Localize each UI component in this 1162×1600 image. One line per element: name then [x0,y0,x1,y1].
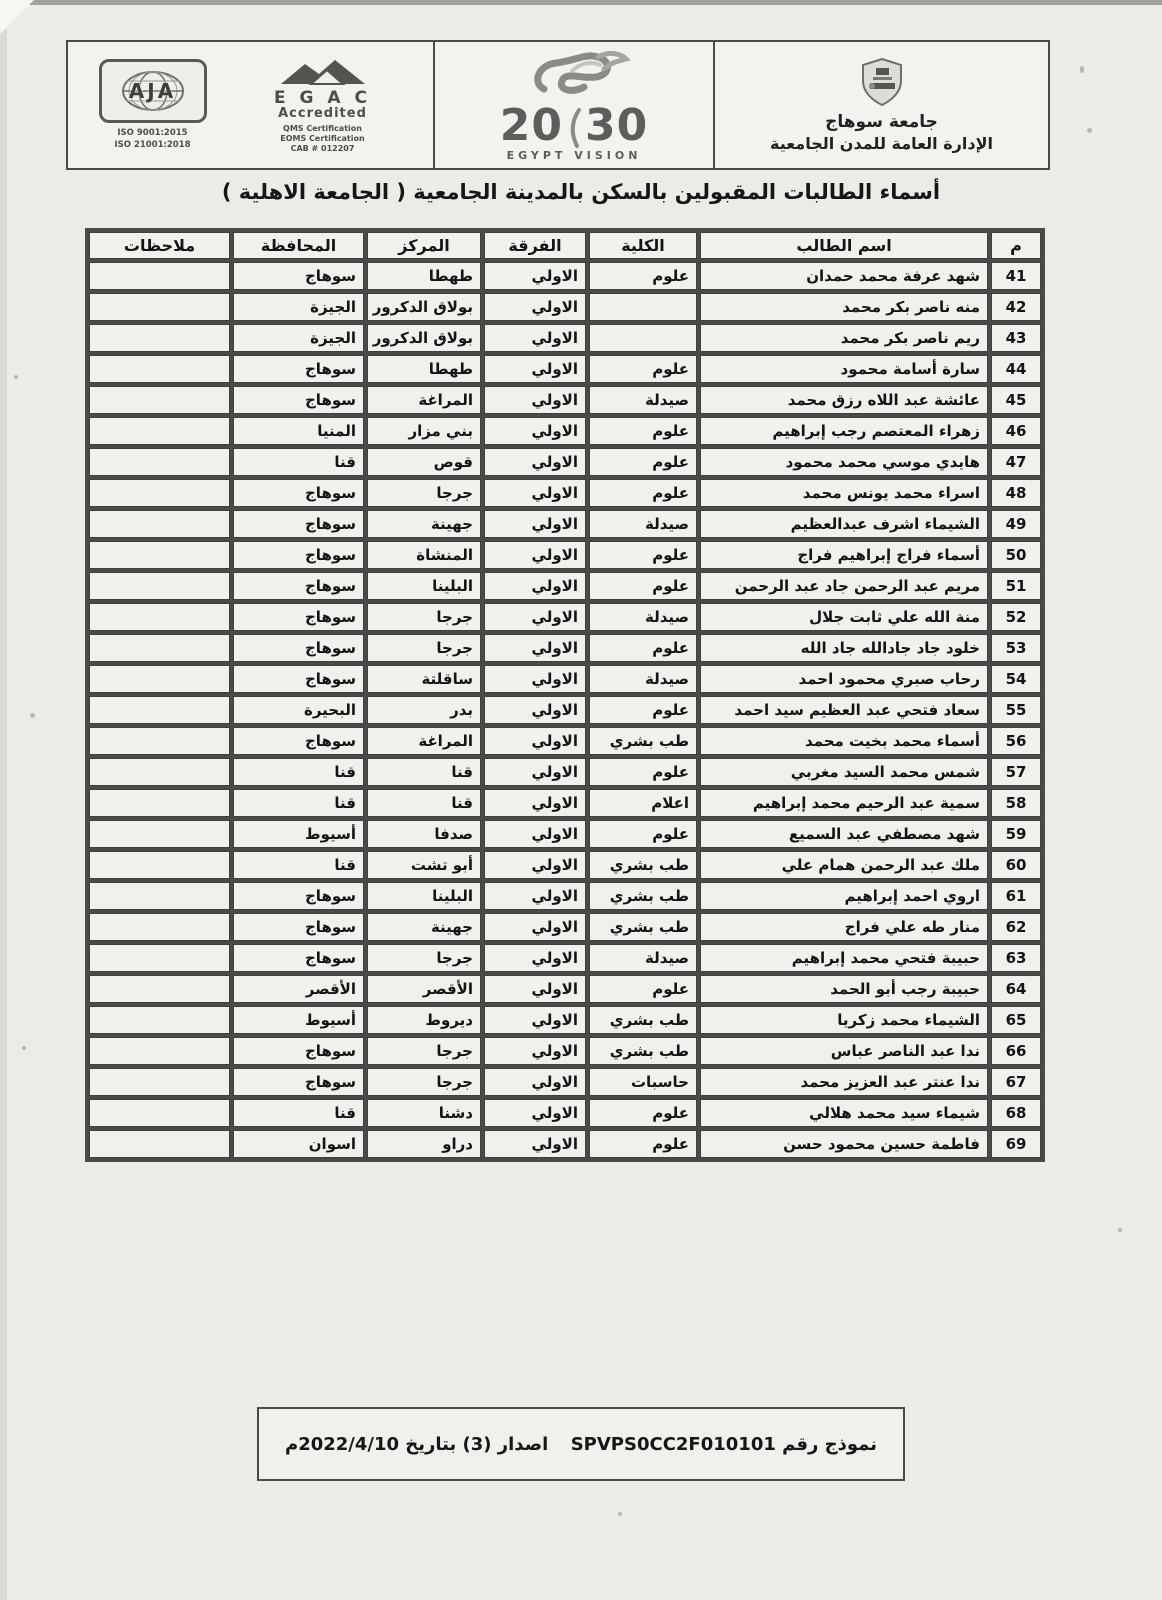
cell-governorate: سوهاج [233,510,364,538]
cell-name: ندا عبد الناصر عباس [700,1037,988,1065]
table-row [89,1130,1041,1158]
cell-governorate: أسيوط [233,1006,364,1034]
university-shield-logo-icon [860,58,904,110]
table-row [89,572,1041,600]
table-row [89,324,1041,352]
scan-speckle [30,713,35,718]
cell-governorate: سوهاج [233,1068,364,1096]
cell-governorate: قنا [233,448,364,476]
table-row [89,262,1041,290]
egac-word: E G A C [274,87,371,108]
scan-speckle [618,1512,622,1516]
cell-grade: الاولي [484,262,586,290]
cell-grade: الاولي [484,1099,586,1127]
cell-governorate: اسوان [233,1130,364,1158]
cell-governorate: سوهاج [233,262,364,290]
cell-no: 68 [991,1099,1041,1127]
cell-center: المراغة [367,727,481,755]
aja-logo [94,59,212,150]
cell-name: سارة أسامة محمود [700,355,988,383]
cell-college [589,293,697,321]
aja-iso-line1: ISO 9001:2015 [117,128,188,139]
cell-name: الشيماء محمد زكريا [700,1006,988,1034]
cell-college: طب بشري [589,1037,697,1065]
cell-college: طب بشري [589,727,697,755]
table-row [89,355,1041,383]
cell-college: علوم [589,541,697,569]
cell-governorate: البحيرة [233,696,364,724]
column-header: المركز [367,232,481,259]
cell-notes [89,355,230,383]
cell-grade: الاولي [484,851,586,879]
cell-grade: الاولي [484,665,586,693]
vision-slash-icon [567,108,581,148]
cell-no: 46 [991,417,1041,445]
vision-ribbon-icon [514,49,634,104]
cell-no: 42 [991,293,1041,321]
cell-college: صيدلة [589,944,697,972]
cell-college: علوم [589,758,697,786]
cell-college: طب بشري [589,851,697,879]
table-row [89,386,1041,414]
cell-grade: الاولي [484,510,586,538]
table-row [89,789,1041,817]
cell-name: منار طه علي فراج [700,913,988,941]
column-header: ملاحظات [89,232,230,259]
cell-center: دشنا [367,1099,481,1127]
cell-no: 67 [991,1068,1041,1096]
cell-governorate: سوهاج [233,355,364,383]
cell-name: اسراء محمد يونس محمد [700,479,988,507]
table-row [89,1006,1041,1034]
cell-notes [89,603,230,631]
table-row [89,510,1041,538]
egac-cert-line1: QMS Certification [283,124,362,134]
cell-center: قنا [367,789,481,817]
students-table-wrap [85,228,1045,1162]
table-row [89,913,1041,941]
cell-college: علوم [589,448,697,476]
cell-governorate: سوهاج [233,882,364,910]
cell-no: 44 [991,355,1041,383]
cell-center: البلينا [367,882,481,910]
cell-grade: الاولي [484,324,586,352]
accreditation-logos-block [68,42,433,168]
cell-grade: الاولي [484,789,586,817]
cell-college: صيدلة [589,665,697,693]
document-header [66,40,1050,170]
cell-center: قوص [367,448,481,476]
cell-grade: الاولي [484,417,586,445]
vision-logo-block [500,49,648,161]
scan-speckle [22,1046,26,1050]
cell-name: حبيبة رجب أبو الحمد [700,975,988,1003]
cell-governorate: قنا [233,758,364,786]
cell-notes [89,510,230,538]
cell-no: 47 [991,448,1041,476]
cell-no: 49 [991,510,1041,538]
aja-word: AJA [128,79,177,104]
table-row [89,696,1041,724]
cell-notes [89,262,230,290]
egypt-vision-2030-logo [433,42,713,168]
cell-name: اروي احمد إبراهيم [700,882,988,910]
cell-grade: الاولي [484,634,586,662]
cell-center: صدفا [367,820,481,848]
scan-edge-left [0,0,7,1600]
cell-name: الشيماء اشرف عبدالعظيم [700,510,988,538]
cell-notes [89,541,230,569]
cell-no: 55 [991,696,1041,724]
cell-governorate: سوهاج [233,913,364,941]
cell-governorate: سوهاج [233,603,364,631]
cell-name: أسماء فراج إبراهيم فراج [700,541,988,569]
cell-governorate: سوهاج [233,727,364,755]
table-row [89,448,1041,476]
scan-speckle [1118,1228,1122,1232]
cell-governorate: سوهاج [233,572,364,600]
cell-name: سعاد فتحي عبد العظيم سيد احمد [700,696,988,724]
cell-no: 41 [991,262,1041,290]
cell-grade: الاولي [484,572,586,600]
table-row [89,603,1041,631]
cell-grade: الاولي [484,944,586,972]
cell-notes [89,572,230,600]
vision-year-right: 30 [585,100,649,151]
egac-accredited: Accredited [278,105,367,121]
egac-cert-line2: EOMS Certification [280,134,365,144]
cell-name: منه ناصر بكر محمد [700,293,988,321]
cell-center: طهطا [367,355,481,383]
cell-grade: الاولي [484,448,586,476]
cell-name: ريم ناصر بكر محمد [700,324,988,352]
cell-center: جرجا [367,603,481,631]
cell-no: 48 [991,479,1041,507]
cell-name: أسماء محمد بخيت محمد [700,727,988,755]
cell-no: 57 [991,758,1041,786]
cell-center: دراو [367,1130,481,1158]
cell-college: علوم [589,355,697,383]
column-header: الكلية [589,232,697,259]
cell-college: صيدلة [589,510,697,538]
table-row [89,417,1041,445]
cell-governorate: سوهاج [233,1037,364,1065]
cell-name: هايدي موسي محمد محمود [700,448,988,476]
cell-grade: الاولي [484,386,586,414]
cell-name: حبيبة فتحي محمد إبراهيم [700,944,988,972]
cell-notes [89,882,230,910]
cell-grade: الاولي [484,913,586,941]
students-table [85,228,1045,1162]
table-row [89,851,1041,879]
cell-center: المراغة [367,386,481,414]
table-row [89,293,1041,321]
cell-governorate: المنيا [233,417,364,445]
cell-notes [89,1099,230,1127]
cell-notes [89,944,230,972]
cell-no: 54 [991,665,1041,693]
cell-notes [89,479,230,507]
table-row [89,1099,1041,1127]
cell-governorate: سوهاج [233,944,364,972]
document-title: أسماء الطالبات المقبولين بالسكن بالمدينة الجامعية ( الجامعة الاهلية ) [221,180,941,204]
table-row [89,541,1041,569]
form-issue-text: اصدار (3) بتاريخ 2022/4/10م [285,1433,549,1455]
cell-governorate: قنا [233,789,364,817]
cell-center: جهينة [367,510,481,538]
cell-grade: الاولي [484,603,586,631]
cell-notes [89,293,230,321]
cell-no: 66 [991,1037,1041,1065]
cell-notes [89,1068,230,1096]
aja-globe-icon [99,59,207,123]
cell-no: 63 [991,944,1041,972]
cell-college: علوم [589,479,697,507]
cell-name: رحاب صبري محمود احمد [700,665,988,693]
cell-governorate: سوهاج [233,665,364,693]
cell-college: اعلام [589,789,697,817]
cell-center: بولاق الدكرور [367,293,481,321]
cell-no: 59 [991,820,1041,848]
vision-caption: EGYPT VISION [506,149,642,162]
cell-notes [89,448,230,476]
cell-center: بولاق الدكرور [367,324,481,352]
scan-speckle [1080,66,1084,73]
cell-college: علوم [589,696,697,724]
cell-notes [89,975,230,1003]
cell-notes [89,1130,230,1158]
university-department: الإدارة العامة للمدن الجامعية [770,133,993,153]
cell-notes [89,727,230,755]
cell-notes [89,417,230,445]
cell-no: 61 [991,882,1041,910]
cell-grade: الاولي [484,820,586,848]
table-row [89,665,1041,693]
cell-no: 58 [991,789,1041,817]
cell-governorate: الجيزة [233,293,364,321]
cell-notes [89,1006,230,1034]
cell-grade: الاولي [484,1068,586,1096]
page-corner-fold [0,0,34,34]
cell-name: شمس محمد السيد مغربي [700,758,988,786]
cell-notes [89,386,230,414]
cell-no: 53 [991,634,1041,662]
column-header: الفرقة [484,232,586,259]
cell-name: شهد مصطفي عبد السميع [700,820,988,848]
scan-edge-top [0,0,1162,5]
cell-college: علوم [589,262,697,290]
cell-center: بني مزار [367,417,481,445]
cell-name: ندا عنتر عبد العزيز محمد [700,1068,988,1096]
cell-governorate: الجيزة [233,324,364,352]
cell-name: منة الله علي ثابت جلال [700,603,988,631]
cell-grade: الاولي [484,727,586,755]
cell-governorate: الأقصر [233,975,364,1003]
cell-notes [89,758,230,786]
cell-notes [89,324,230,352]
university-identity-block [713,42,1048,168]
cell-college: علوم [589,417,697,445]
form-number-text: نموذج رقم SPVPS0CC2F010101 [570,1433,877,1455]
cell-center: جرجا [367,634,481,662]
cell-name: شهد عرفة محمد حمدان [700,262,988,290]
cell-no: 51 [991,572,1041,600]
cell-no: 60 [991,851,1041,879]
cell-college: علوم [589,572,697,600]
cell-grade: الاولي [484,1130,586,1158]
cell-no: 52 [991,603,1041,631]
cell-center: جرجا [367,1037,481,1065]
table-row [89,944,1041,972]
cell-center: البلينا [367,572,481,600]
cell-center: المنشاة [367,541,481,569]
cell-college: طب بشري [589,1006,697,1034]
egac-logo [238,56,408,154]
cell-notes [89,851,230,879]
cell-name: سمية عبد الرحيم محمد إبراهيم [700,789,988,817]
cell-governorate: قنا [233,1099,364,1127]
cell-college: حاسبات [589,1068,697,1096]
table-row [89,820,1041,848]
cell-center: جهينة [367,913,481,941]
cell-name: مريم عبد الرحمن جاد عبد الرحمن [700,572,988,600]
cell-college: علوم [589,975,697,1003]
cell-no: 56 [991,727,1041,755]
egac-cert-line3: CAB # 012207 [290,144,355,154]
cell-college: علوم [589,820,697,848]
cell-notes [89,696,230,724]
cell-grade: الاولي [484,355,586,383]
cell-college: طب بشري [589,882,697,910]
cell-governorate: قنا [233,851,364,879]
column-header: اسم الطالب [700,232,988,259]
cell-center: طهطا [367,262,481,290]
cell-grade: الاولي [484,1006,586,1034]
table-row [89,479,1041,507]
cell-center: الأقصر [367,975,481,1003]
cell-college: علوم [589,1130,697,1158]
cell-governorate: سوهاج [233,386,364,414]
cell-grade: الاولي [484,758,586,786]
table-row [89,1068,1041,1096]
scan-speckle [1087,128,1092,133]
cell-college: علوم [589,1099,697,1127]
university-name: جامعة سوهاج [825,111,938,132]
cell-center: بدر [367,696,481,724]
cell-notes [89,913,230,941]
vision-year-left: 20 [499,100,563,151]
cell-college: طب بشري [589,913,697,941]
cell-college: علوم [589,634,697,662]
cell-center: ساقلتة [367,665,481,693]
cell-no: 62 [991,913,1041,941]
cell-college [589,324,697,352]
column-header: المحافظة [233,232,364,259]
cell-grade: الاولي [484,882,586,910]
table-row [89,1037,1041,1065]
scan-speckle [14,375,18,379]
cell-center: ديروط [367,1006,481,1034]
table-row [89,727,1041,755]
cell-notes [89,634,230,662]
cell-center: أبو تشت [367,851,481,879]
cell-name: عائشة عبد اللاه رزق محمد [700,386,988,414]
cell-notes [89,1037,230,1065]
table-row [89,975,1041,1003]
table-row [89,634,1041,662]
cell-grade: الاولي [484,479,586,507]
cell-name: زهراء المعتصم رجب إبراهيم [700,417,988,445]
cell-no: 65 [991,1006,1041,1034]
cell-name: فاطمة حسين محمود حسن [700,1130,988,1158]
cell-college: صيدلة [589,386,697,414]
cell-no: 50 [991,541,1041,569]
cell-governorate: سوهاج [233,634,364,662]
cell-center: قنا [367,758,481,786]
aja-iso-line2: ISO 21001:2018 [114,139,191,150]
cell-notes [89,789,230,817]
cell-no: 64 [991,975,1041,1003]
cell-governorate: سوهاج [233,541,364,569]
cell-name: خلود جاد جادالله جاد الله [700,634,988,662]
cell-governorate: أسيوط [233,820,364,848]
cell-notes [89,820,230,848]
cell-grade: الاولي [484,541,586,569]
cell-no: 69 [991,1130,1041,1158]
cell-grade: الاولي [484,293,586,321]
cell-center: جرجا [367,479,481,507]
cell-grade: الاولي [484,975,586,1003]
column-header: م [991,232,1041,259]
cell-college: صيدلة [589,603,697,631]
table-row [89,882,1041,910]
cell-name: ملك عبد الرحمن همام علي [700,851,988,879]
form-footer-box [257,1407,905,1481]
cell-no: 45 [991,386,1041,414]
table-row [89,758,1041,786]
cell-center: جرجا [367,1068,481,1096]
cell-name: شيماء سيد محمد هلالي [700,1099,988,1127]
cell-notes [89,665,230,693]
cell-center: جرجا [367,944,481,972]
cell-grade: الاولي [484,1037,586,1065]
cell-grade: الاولي [484,696,586,724]
table-header-row [89,232,1041,259]
cell-no: 43 [991,324,1041,352]
egac-roof-icon [275,56,371,86]
cell-governorate: سوهاج [233,479,364,507]
